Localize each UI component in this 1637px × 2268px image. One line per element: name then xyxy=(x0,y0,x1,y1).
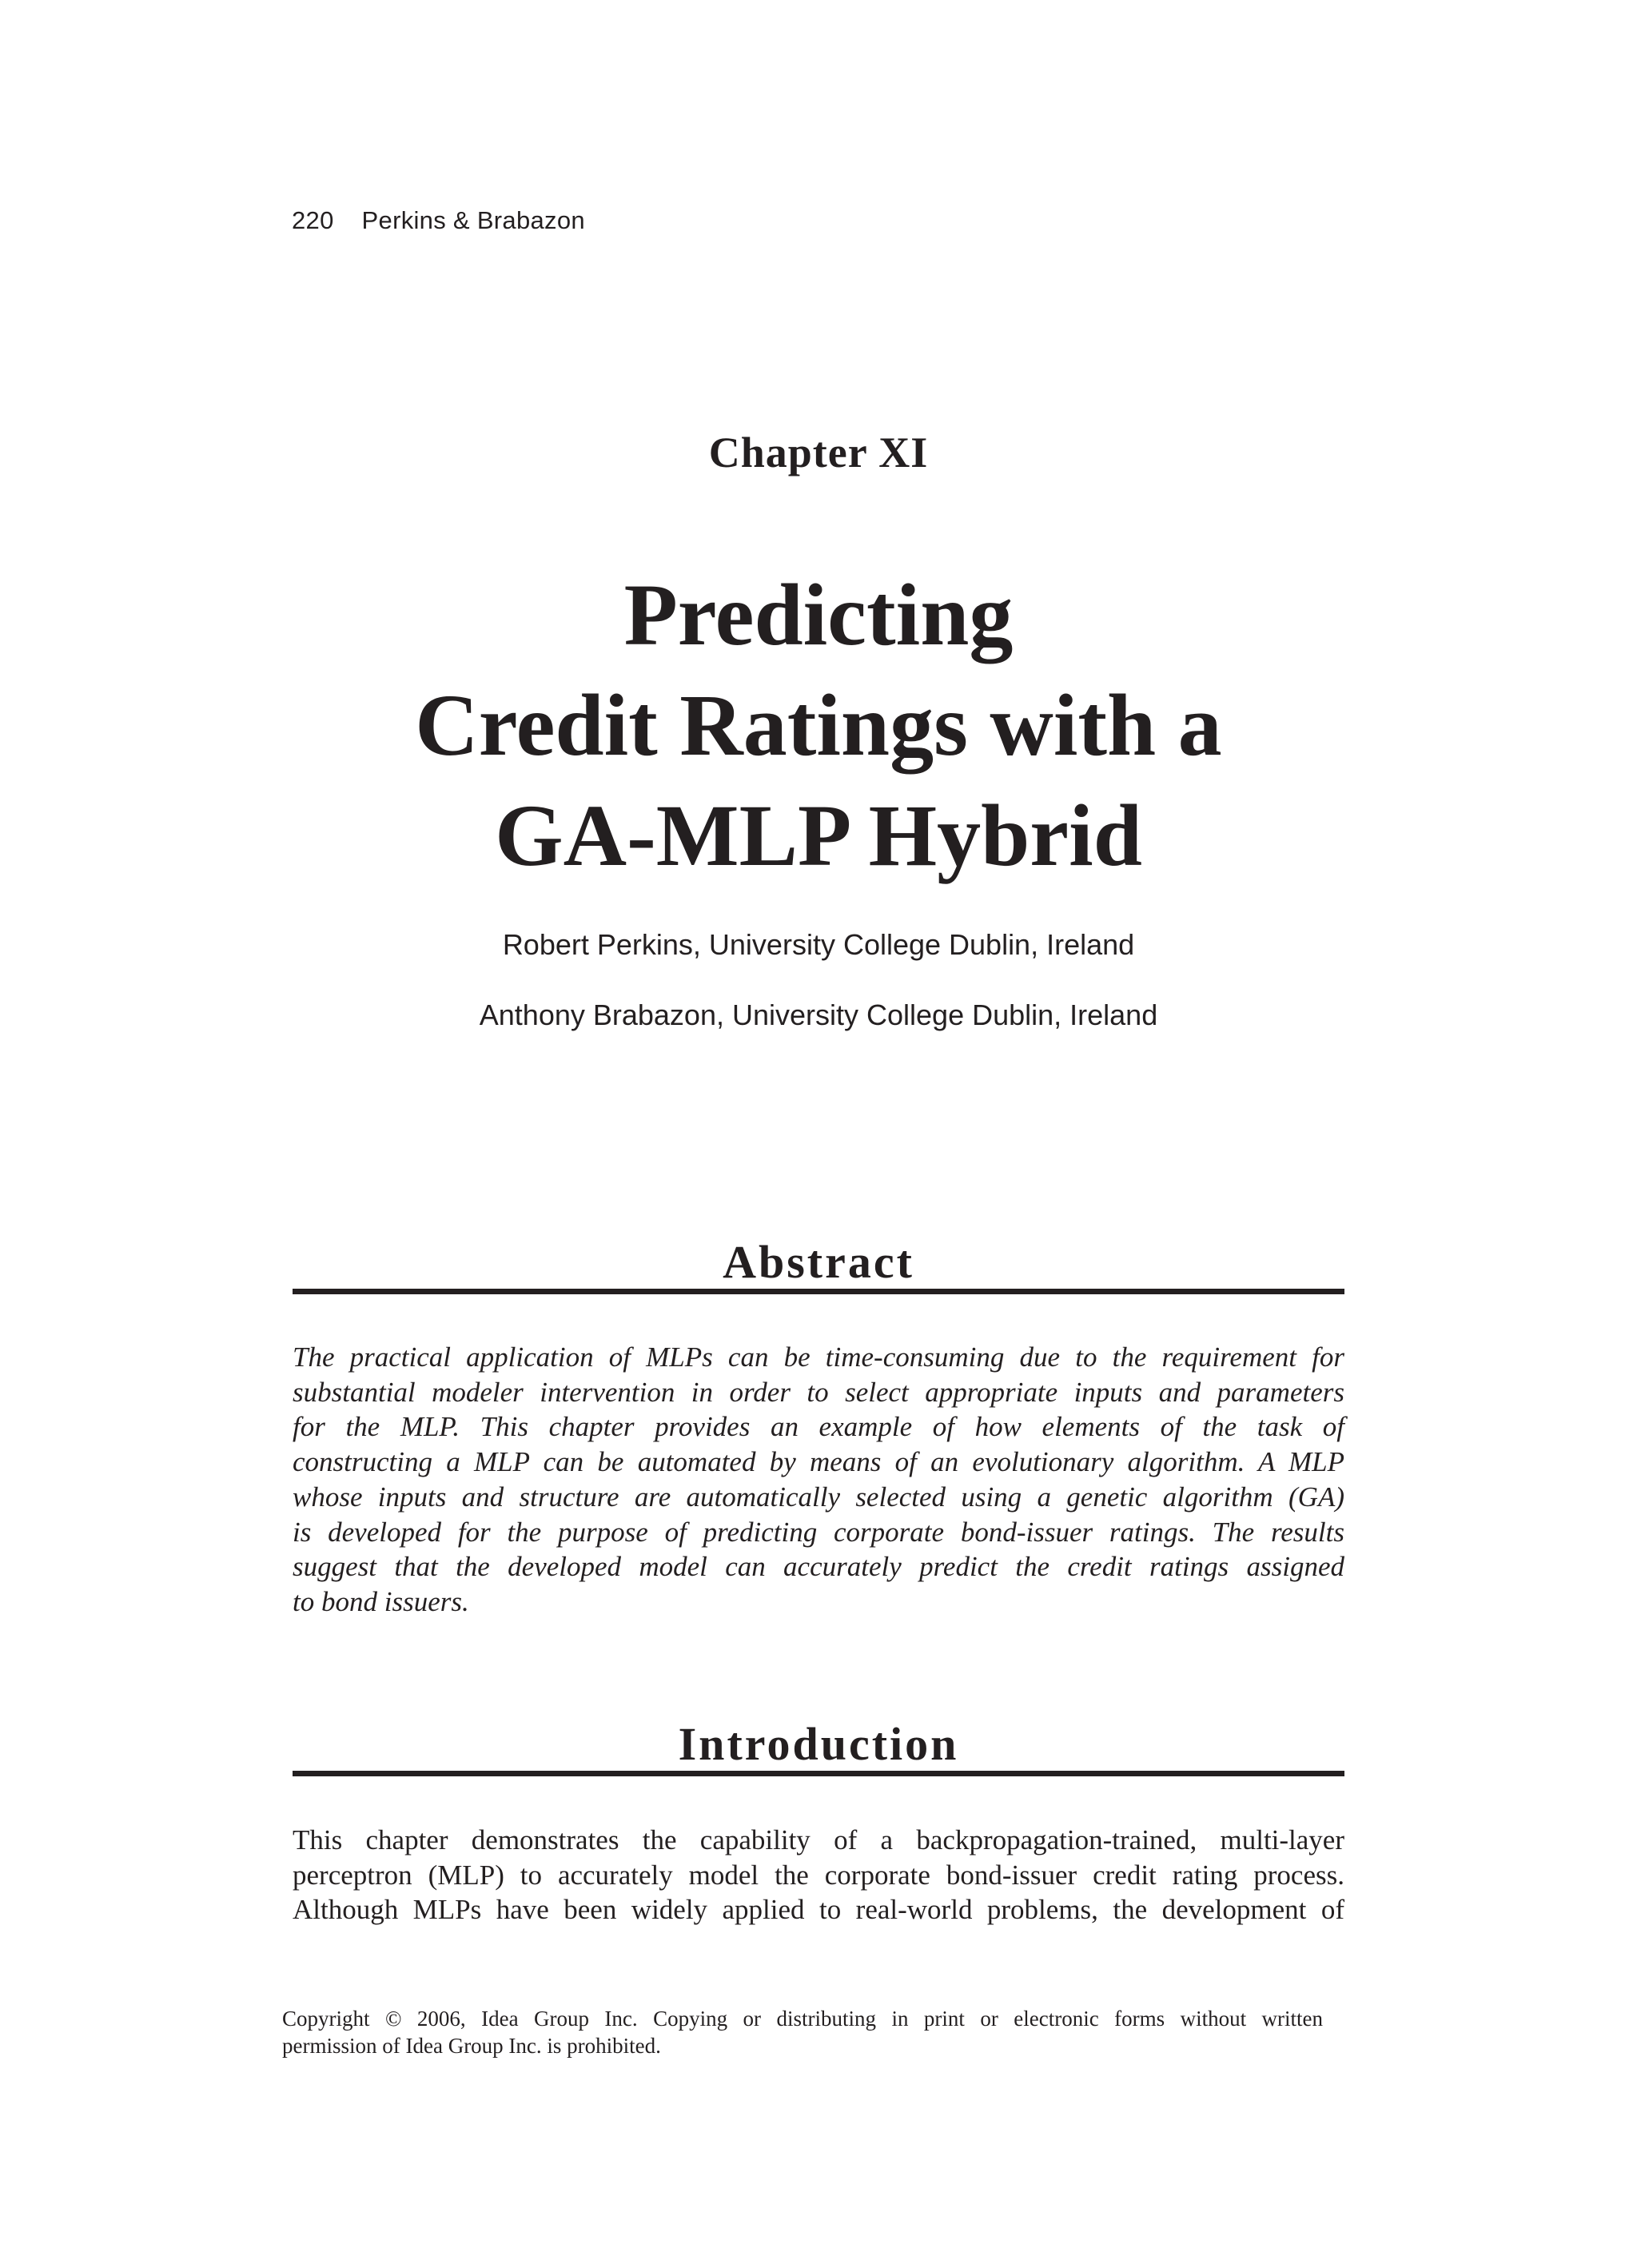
abstract-text xyxy=(293,1340,1344,1620)
introduction-line: This chapter demonstrates the capability of a backpropagation-trained, multi-layer xyxy=(293,1824,1344,1855)
page-number: 220 xyxy=(292,206,334,234)
chapter-title-line: Credit Ratings with a xyxy=(415,676,1222,774)
chapter-title-line: Predicting xyxy=(623,566,1014,664)
abstract-rule xyxy=(293,1289,1344,1294)
abstract-line: The practical application of MLPs can be time-consuming due to the requirement for xyxy=(293,1341,1344,1373)
abstract-line: to bond issuers. xyxy=(293,1585,469,1617)
introduction-line: Although MLPs have been widely applied to real-world problems, the development of xyxy=(293,1894,1344,1926)
introduction-text xyxy=(293,1823,1344,1927)
chapter-label: Chapter XI xyxy=(708,428,929,476)
author-affiliation: Robert Perkins, University College Dublin, Ireland xyxy=(502,928,1135,961)
chapter-title-line: GA-MLP Hybrid xyxy=(495,787,1142,884)
introduction-line: perceptron (MLP) to accurately model the corporate bond-issuer credit rating process. xyxy=(293,1859,1344,1891)
abstract-line: suggest that the developed model can accurately predict the credit ratings assigned xyxy=(293,1551,1344,1583)
abstract-line: substantial modeler intervention in order to select appropriate inputs and parameters xyxy=(293,1376,1344,1408)
abstract-line: whose inputs and structure are automatically selected using a genetic algorithm (GA) xyxy=(293,1481,1344,1513)
copyright-line: permission of Idea Group Inc. is prohibited. xyxy=(282,2034,661,2058)
author-affiliation: Anthony Brabazon, University College Dublin, Ireland xyxy=(479,998,1158,1031)
abstract-line: constructing a MLP can be automated by means of an evolutionary algorithm. A MLP xyxy=(293,1446,1344,1478)
abstract-heading: Abstract xyxy=(723,1236,914,1288)
running-head-authors: Perkins & Brabazon xyxy=(361,206,585,234)
introduction-heading: Introduction xyxy=(678,1718,959,1770)
running-head xyxy=(292,206,585,235)
copyright-notice xyxy=(282,2005,1323,2059)
abstract-line: is developed for the purpose of predicting corporate bond-issuer ratings. The results xyxy=(293,1516,1344,1548)
introduction-rule xyxy=(293,1771,1344,1776)
abstract-line: for the MLP. This chapter provides an example of how elements of the task of xyxy=(293,1411,1344,1443)
chapter-title xyxy=(0,560,1637,891)
copyright-line: Copyright © 2006, Idea Group Inc. Copying or distributing in print or electronic forms without written xyxy=(282,2007,1323,2031)
